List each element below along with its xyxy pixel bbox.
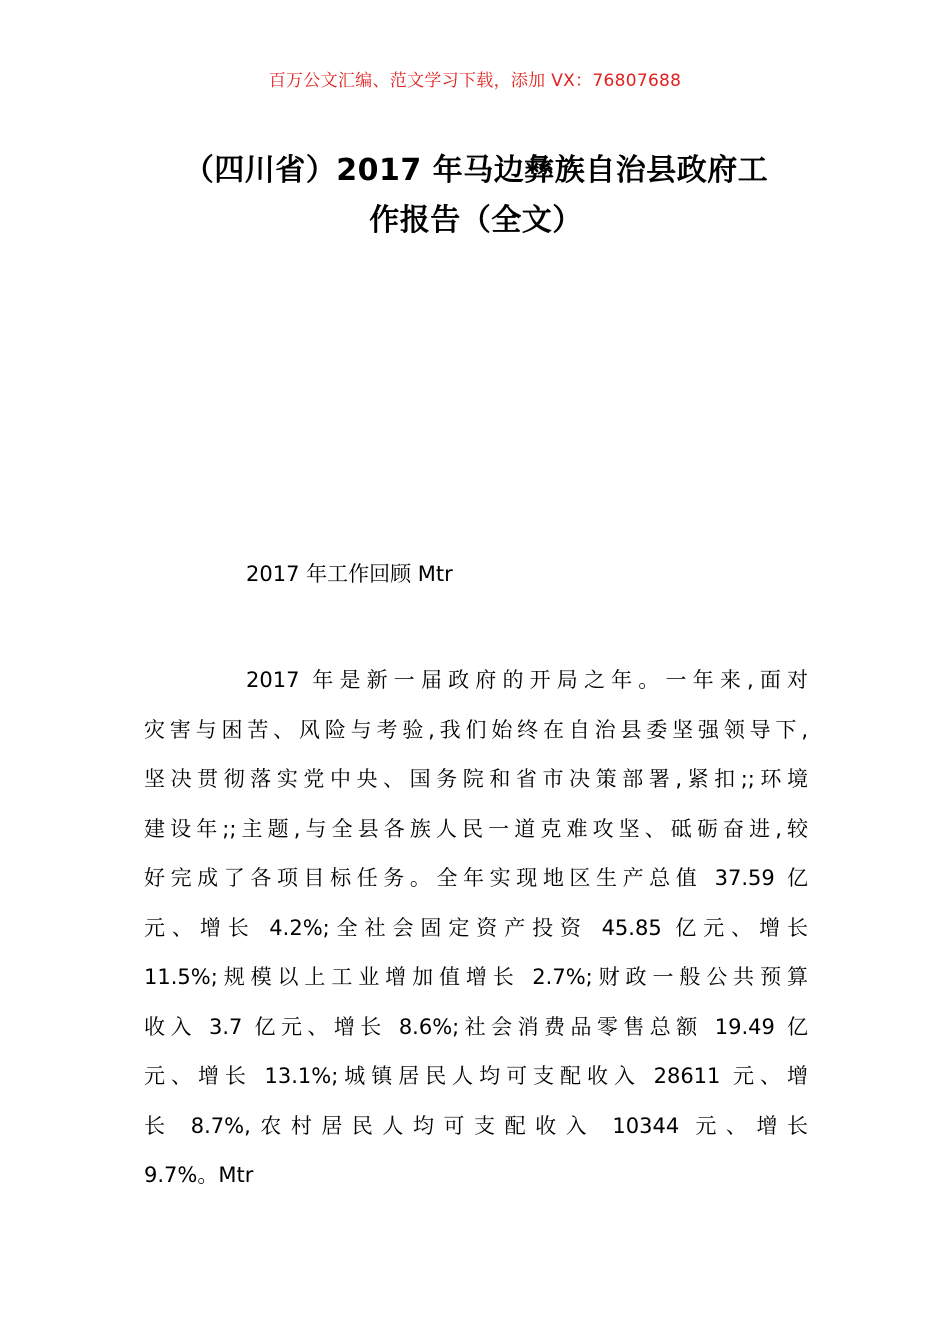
title-line-1: （四川省）2017 年马边彝族自治县政府工	[183, 153, 769, 188]
paragraph-line: 元、增长 13.1%;城镇居民人均可支配收入 28611 元、增	[144, 1064, 808, 1088]
paragraph-line: 好完成了各项目标任务。全年实现地区生产总值 37.59 亿	[144, 866, 808, 890]
paragraph-line: 建设年;;主题,与全县各族人民一道克难攻坚、砥砺奋进,较	[144, 816, 808, 841]
paragraph-line: 坚决贯彻落实党中央、国务院和省市决策部署,紧扣;;环境	[144, 767, 808, 791]
section-heading: 2017 年工作回顾 Mtr	[246, 562, 453, 586]
paragraph-line: 灾害与困苦、风险与考验,我们始终在自治县委坚强领导下,	[144, 717, 808, 742]
watermark-banner: 百万公文汇编、范文学习下载，添加 VX：76807688	[268, 71, 682, 91]
document-title	[140, 146, 812, 246]
paragraph-line: 收入 3.7 亿元、增长 8.6%;社会消费品零售总额 19.49 亿	[144, 1014, 808, 1039]
paragraph-line: 11.5%;规模以上工业增加值增长 2.7%;财政一般公共预算	[144, 965, 808, 989]
paragraph-line: 2017 年是新一届政府的开局之年。一年来,面对	[246, 668, 808, 692]
paragraph-line: 元、增长 4.2%;全社会固定资产投资 45.85 亿元、增长	[144, 915, 808, 940]
title-line-2: 作报告（全文）	[369, 203, 583, 238]
paragraph-line: 长 8.7%,农村居民人均可支配收入 10344 元、增长	[144, 1113, 808, 1138]
body-paragraph	[144, 656, 808, 1201]
paragraph-line: 9.7%。Mtr	[144, 1163, 254, 1187]
